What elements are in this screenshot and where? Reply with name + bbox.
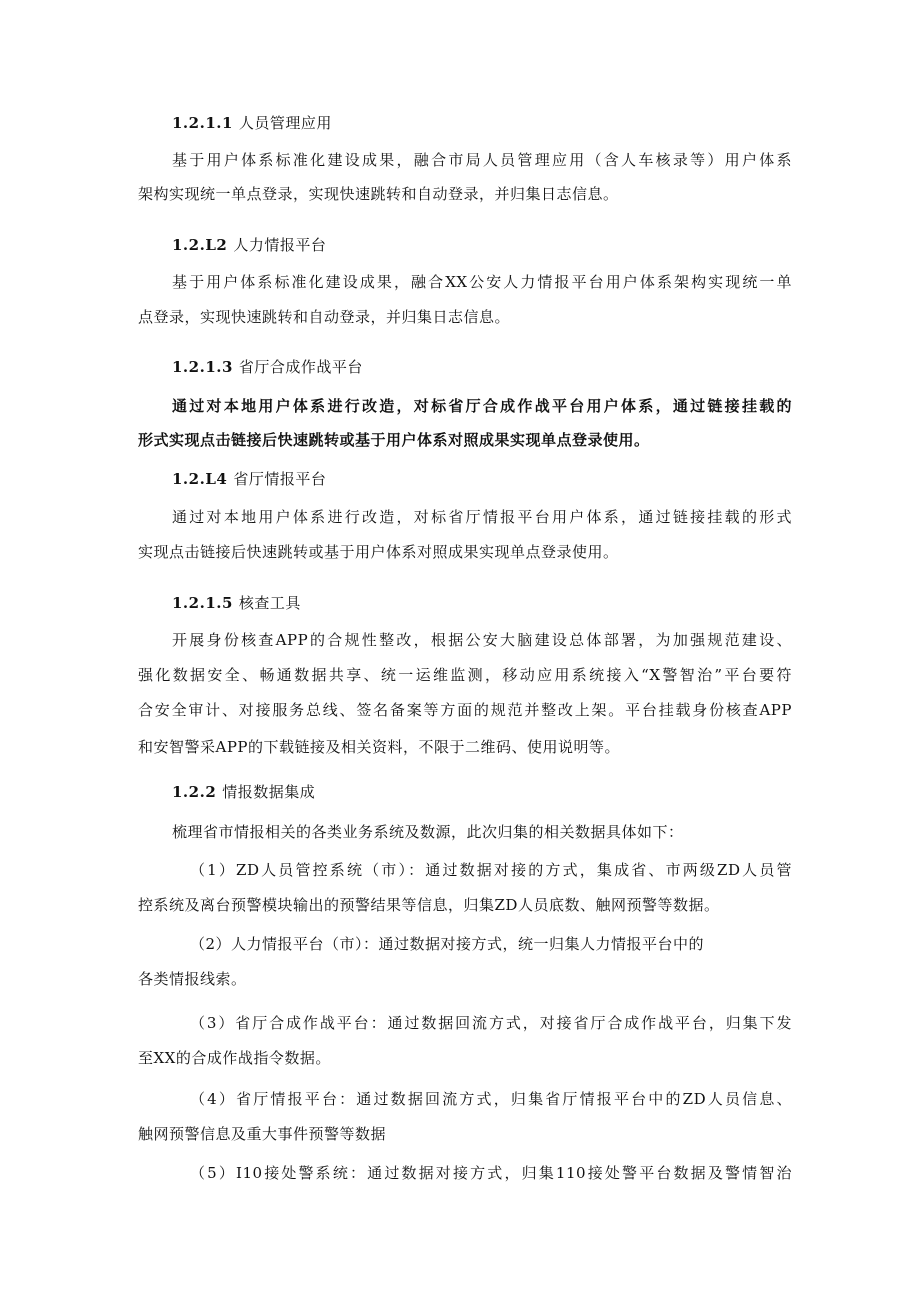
- section-heading: [172, 782, 315, 802]
- paragraph-line: 通过对本地用户体系进行改造，对标省厅情报平台用户体系，通过链接挂载的形式: [172, 508, 792, 526]
- paragraph-line: 架构实现统一单点登录，实现快速跳转和自动登录，并归集日志信息。: [138, 185, 619, 203]
- section-heading: [172, 469, 326, 489]
- section-title: 核查工具: [238, 594, 301, 612]
- list-item-line: （5）I10接处警系统：通过数据对接方式，归集110接处警平台数据及警情智治: [190, 1164, 792, 1182]
- section-number: 1.2.L2: [172, 236, 228, 254]
- list-item-line: （4）省厅情报平台：通过数据回流方式，归集省厅情报平台中的ZD人员信息、: [190, 1090, 792, 1108]
- list-item-line: 触网预警信息及重大事件预警等数据: [138, 1125, 387, 1143]
- paragraph-line: 基于用户体系标准化建设成果，融合XX公安人力情报平台用户体系架构实现统一单: [172, 273, 792, 291]
- list-item-line: （1）ZD人员管控系统（市）：通过数据对接的方式，集成省、市两级ZD人员管: [190, 861, 792, 879]
- section-heading: [172, 357, 363, 377]
- section-title: 人员管理应用: [238, 114, 332, 132]
- section-heading: [172, 113, 332, 133]
- section-number: 1.2.1.3: [172, 358, 233, 376]
- section-title: 省厅合成作战平台: [238, 358, 363, 376]
- paragraph-line: 强化数据安全、畅通数据共享、统一运维监测，移动应用系统接入“X警智治”平台要符: [138, 666, 792, 684]
- list-item-line: （2）人力情报平台（市）：通过数据对接方式，统一归集人力情报平台中的: [190, 935, 705, 953]
- section-heading: [172, 235, 326, 255]
- paragraph-line: 和安智警采APP的下载链接及相关资料，不限于二维码、使用说明等。: [138, 738, 621, 756]
- list-item-line: 控系统及离台预警模块输出的预警结果等信息，归集ZD人员底数、触网预警等数据。: [138, 896, 720, 914]
- list-item-line: 至XX的合成作战指令数据。: [138, 1049, 331, 1067]
- section-number: 1.2.1.1: [172, 114, 233, 132]
- paragraph-line: 基于用户体系标准化建设成果，融合市局人员管理应用（含人车核录等）用户体系: [172, 151, 792, 169]
- section-title: 省厅情报平台: [233, 470, 327, 488]
- section-number: 1.2.L4: [172, 470, 228, 488]
- paragraph-line: 形式实现点击链接后快速跳转或基于用户体系对照成果实现单点登录使用。: [138, 431, 650, 449]
- paragraph-line: 点登录，实现快速跳转和自动登录，并归集日志信息。: [138, 308, 511, 326]
- intro-paragraph: 梳理省市情报相关的各类业务系统及数源，此次归集的相关数据具体如下：: [172, 823, 684, 841]
- paragraph-line: 合安全审计、对接服务总线、签名备案等方面的规范并整改上架。平台挂载身份核查APP: [138, 701, 792, 719]
- section-heading: [172, 593, 301, 613]
- list-item-line: 各类情报线索。: [138, 970, 247, 988]
- section-title: 人力情报平台: [233, 236, 327, 254]
- section-number: 1.2.1.5: [172, 594, 233, 612]
- list-item-line: （3）省厅合成作战平台：通过数据回流方式，对接省厅合成作战平台，归集下发: [190, 1014, 792, 1032]
- paragraph-line: 实现点击链接后快速跳转或基于用户体系对照成果实现单点登录使用。: [138, 543, 619, 561]
- paragraph-line: 通过对本地用户体系进行改造，对标省厅合成作战平台用户体系，通过链接挂载的: [172, 397, 792, 415]
- paragraph-line: 开展身份核查APP的合规性整改，根据公安大脑建设总体部署，为加强规范建设、: [172, 631, 792, 649]
- section-number: 1.2.2: [172, 783, 217, 801]
- section-title: 情报数据集成: [222, 783, 316, 801]
